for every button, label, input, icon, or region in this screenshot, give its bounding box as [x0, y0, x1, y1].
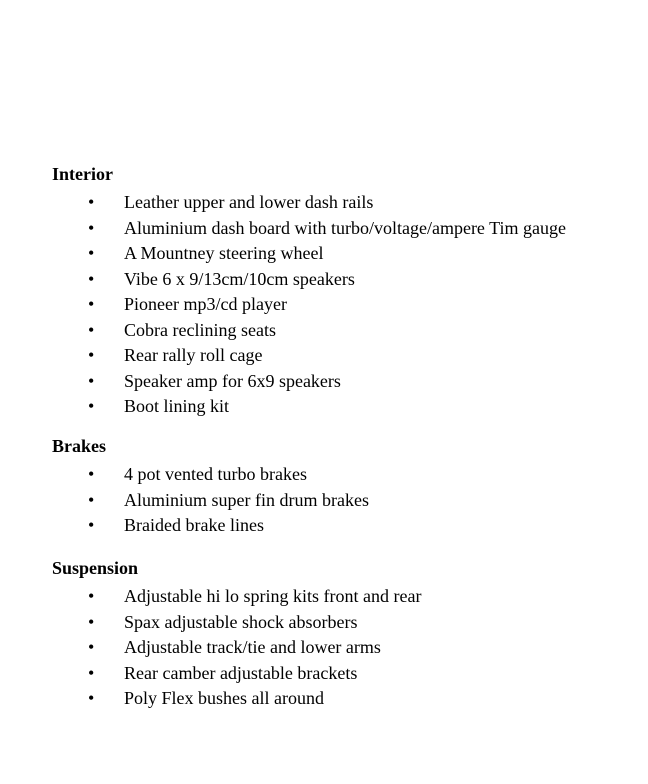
list-item-text: Cobra reclining seats [124, 319, 276, 340]
bullet-icon: • [88, 489, 95, 510]
bullet-icon: • [88, 396, 95, 416]
section-interior [52, 164, 632, 420]
bullet-icon: • [88, 611, 95, 632]
section-suspension [52, 558, 632, 712]
list-item-text: Adjustable track/tie and lower arms [124, 637, 381, 657]
bullet-icon: • [88, 464, 95, 484]
list-item-text: A Mountney steering wheel [124, 243, 324, 263]
list-item-text: Rear rally roll cage [124, 345, 263, 365]
interior-list [52, 190, 632, 420]
list-item-text: Poly Flex bushes all around [124, 688, 324, 708]
bullet-icon: • [88, 586, 95, 606]
bullet-icon: • [88, 637, 95, 657]
list-item-text: Spax adjustable shock absorbers [124, 611, 358, 632]
bullet-icon: • [88, 217, 95, 238]
list-item-text: Leather upper and lower dash rails [124, 192, 374, 212]
list-item [52, 584, 632, 610]
bullet-icon: • [88, 319, 95, 340]
list-item-text: Boot lining kit [124, 396, 230, 416]
list-item-text: Pioneer mp3/cd player [124, 294, 287, 314]
list-item [52, 635, 632, 661]
list-item-text: Vibe 6 x 9/13cm/10cm speakers [124, 268, 355, 289]
list-item-text: Rear camber adjustable brackets [124, 662, 358, 683]
bullet-icon: • [88, 688, 95, 708]
bullet-icon: • [88, 515, 95, 535]
bullet-icon: • [88, 345, 95, 365]
section-brakes [52, 436, 632, 539]
list-item [52, 686, 632, 712]
bullet-icon: • [88, 370, 95, 391]
list-item [52, 216, 632, 242]
list-item [52, 241, 632, 267]
brakes-list [52, 462, 632, 539]
list-item [52, 462, 632, 488]
list-item-text: Adjustable hi lo spring kits front and rear [124, 586, 422, 606]
list-item [52, 513, 632, 539]
section-title-brakes: Brakes [52, 436, 106, 456]
list-item [52, 343, 632, 369]
bullet-icon: • [88, 192, 95, 212]
list-item [52, 318, 632, 344]
section-title-interior: Interior [52, 164, 113, 184]
list-item-text: Braided brake lines [124, 515, 264, 535]
list-item [52, 292, 632, 318]
suspension-list [52, 584, 632, 712]
bullet-icon: • [88, 243, 95, 263]
list-item-text: Speaker amp for 6x9 speakers [124, 370, 341, 391]
list-item [52, 394, 632, 420]
bullet-icon: • [88, 268, 95, 289]
list-item-text: Aluminium super fin drum brakes [124, 489, 369, 510]
list-item [52, 610, 632, 636]
list-item [52, 661, 632, 687]
list-item [52, 267, 632, 293]
section-title-suspension: Suspension [52, 558, 139, 578]
list-item-text: 4 pot vented turbo brakes [124, 464, 307, 484]
bullet-icon: • [88, 662, 95, 683]
list-item-text: Aluminium dash board with turbo/voltage/ampere Tim gauge [124, 217, 566, 238]
list-item [52, 190, 632, 216]
list-item [52, 369, 632, 395]
bullet-icon: • [88, 294, 95, 314]
list-item [52, 488, 632, 514]
